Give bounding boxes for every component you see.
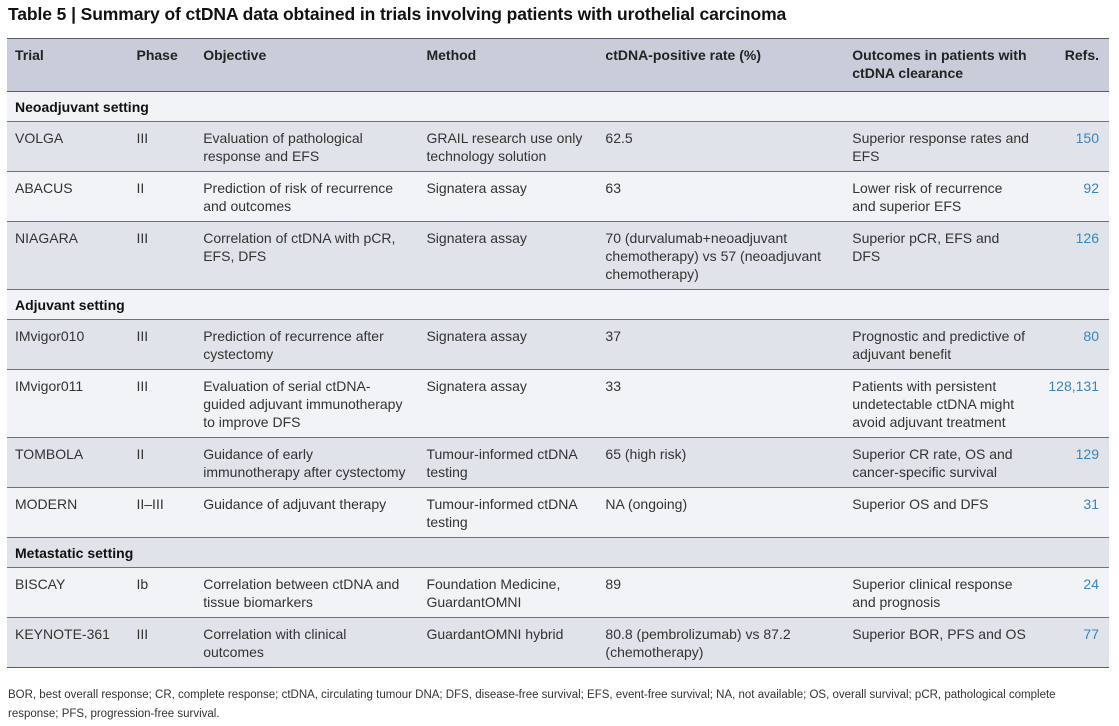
cell-method: Signatera assay (418, 320, 597, 370)
ref-link[interactable]: 128,131 (1037, 370, 1109, 438)
cell-trial: MODERN (7, 488, 128, 538)
cell-objective: Correlation of ctDNA with pCR, EFS, DFS (195, 222, 418, 290)
ref-link[interactable]: 24 (1037, 568, 1109, 618)
cell-rate: 70 (durvalumab+neoadjuvant chemotherapy) vs 57 (neoadjuvant chemotherapy) (597, 222, 844, 290)
ctdna-trials-table (7, 38, 1109, 668)
cell-rate: 89 (597, 568, 844, 618)
table-row (7, 438, 1109, 488)
ref-link[interactable]: 80 (1037, 320, 1109, 370)
cell-outcomes: Superior CR rate, OS and cancer-specific survival (844, 438, 1037, 488)
cell-objective: Prediction of recurrence after cystectomy (195, 320, 418, 370)
ref-link[interactable]: 77 (1037, 618, 1109, 668)
table-row (7, 568, 1109, 618)
cell-outcomes: Superior OS and DFS (844, 488, 1037, 538)
ref-link[interactable]: 31 (1037, 488, 1109, 538)
cell-rate: NA (ongoing) (597, 488, 844, 538)
cell-outcomes: Lower risk of recurrence and superior EFS (844, 172, 1037, 222)
col-header-trial: Trial (7, 39, 128, 92)
section-row-metastatic (7, 538, 1109, 568)
cell-trial: ABACUS (7, 172, 128, 222)
cell-objective: Evaluation of serial ctDNA-guided adjuvant immunotherapy to improve DFS (195, 370, 418, 438)
cell-phase: II (128, 172, 195, 222)
cell-phase: III (128, 222, 195, 290)
cell-phase: II (128, 438, 195, 488)
cell-method: GRAIL research use only technology solution (418, 122, 597, 172)
col-header-objective: Objective (195, 39, 418, 92)
section-label: Adjuvant setting (7, 290, 1109, 320)
section-row-neoadjuvant (7, 92, 1109, 122)
ref-link[interactable]: 126 (1037, 222, 1109, 290)
cell-rate: 63 (597, 172, 844, 222)
cell-outcomes: Superior clinical response and prognosis (844, 568, 1037, 618)
cell-rate: 33 (597, 370, 844, 438)
cell-objective: Correlation between ctDNA and tissue biomarkers (195, 568, 418, 618)
col-header-outcomes: Outcomes in patients with ctDNA clearance (844, 39, 1037, 92)
cell-outcomes: Patients with persistent undetectable ctDNA might avoid adjuvant treatment (844, 370, 1037, 438)
cell-outcomes: Superior pCR, EFS and DFS (844, 222, 1037, 290)
cell-outcomes: Superior BOR, PFS and OS (844, 618, 1037, 668)
cell-objective: Prediction of risk of recurrence and outcomes (195, 172, 418, 222)
ref-link[interactable]: 92 (1037, 172, 1109, 222)
table-row (7, 370, 1109, 438)
cell-trial: BISCAY (7, 568, 128, 618)
cell-method: Foundation Medicine, GuardantOMNI (418, 568, 597, 618)
table-row (7, 222, 1109, 290)
cell-method: Signatera assay (418, 370, 597, 438)
section-label: Neoadjuvant setting (7, 92, 1109, 122)
cell-method: Tumour-informed ctDNA testing (418, 488, 597, 538)
cell-phase: Ib (128, 568, 195, 618)
cell-rate: 80.8 (pembrolizumab) vs 87.2 (chemotherapy) (597, 618, 844, 668)
cell-trial: VOLGA (7, 122, 128, 172)
cell-objective: Guidance of early immunotherapy after cystectomy (195, 438, 418, 488)
section-row-adjuvant (7, 290, 1109, 320)
cell-outcomes: Prognostic and predictive of adjuvant benefit (844, 320, 1037, 370)
col-header-phase: Phase (128, 39, 195, 92)
ref-link[interactable]: 129 (1037, 438, 1109, 488)
cell-method: Signatera assay (418, 222, 597, 290)
table-row (7, 122, 1109, 172)
cell-trial: TOMBOLA (7, 438, 128, 488)
table-footnote: BOR, best overall response; CR, complete response; ctDNA, circulating tumour DNA; DFS, disease-free survival; EFS, event-free survival; NA, not available; OS, overall survival; pCR, pathological complete response; PFS, progression-free survival. (8, 689, 1056, 720)
cell-objective: Evaluation of pathological response and EFS (195, 122, 418, 172)
table-row (7, 172, 1109, 222)
table-row (7, 320, 1109, 370)
table-title: Table 5 | Summary of ctDNA data obtained in trials involving patients with urothelial carcinoma (8, 4, 787, 24)
cell-trial: NIAGARA (7, 222, 128, 290)
section-label: Metastatic setting (7, 538, 1109, 568)
cell-method: Signatera assay (418, 172, 597, 222)
cell-phase: III (128, 122, 195, 172)
cell-phase: III (128, 618, 195, 668)
cell-rate: 65 (high risk) (597, 438, 844, 488)
cell-objective: Correlation with clinical outcomes (195, 618, 418, 668)
cell-phase: III (128, 320, 195, 370)
table-header-row (7, 39, 1109, 92)
cell-method: Tumour-informed ctDNA testing (418, 438, 597, 488)
table-row (7, 488, 1109, 538)
cell-rate: 37 (597, 320, 844, 370)
cell-trial: IMvigor011 (7, 370, 128, 438)
cell-rate: 62.5 (597, 122, 844, 172)
cell-phase: II–III (128, 488, 195, 538)
ref-link[interactable]: 150 (1037, 122, 1109, 172)
table-row (7, 618, 1109, 668)
cell-objective: Guidance of adjuvant therapy (195, 488, 418, 538)
col-header-refs: Refs. (1037, 39, 1109, 92)
cell-trial: IMvigor010 (7, 320, 128, 370)
col-header-rate: ctDNA-positive rate (%) (597, 39, 844, 92)
col-header-method: Method (418, 39, 597, 92)
cell-trial: KEYNOTE-361 (7, 618, 128, 668)
cell-phase: III (128, 370, 195, 438)
cell-method: GuardantOMNI hybrid (418, 618, 597, 668)
cell-outcomes: Superior response rates and EFS (844, 122, 1037, 172)
